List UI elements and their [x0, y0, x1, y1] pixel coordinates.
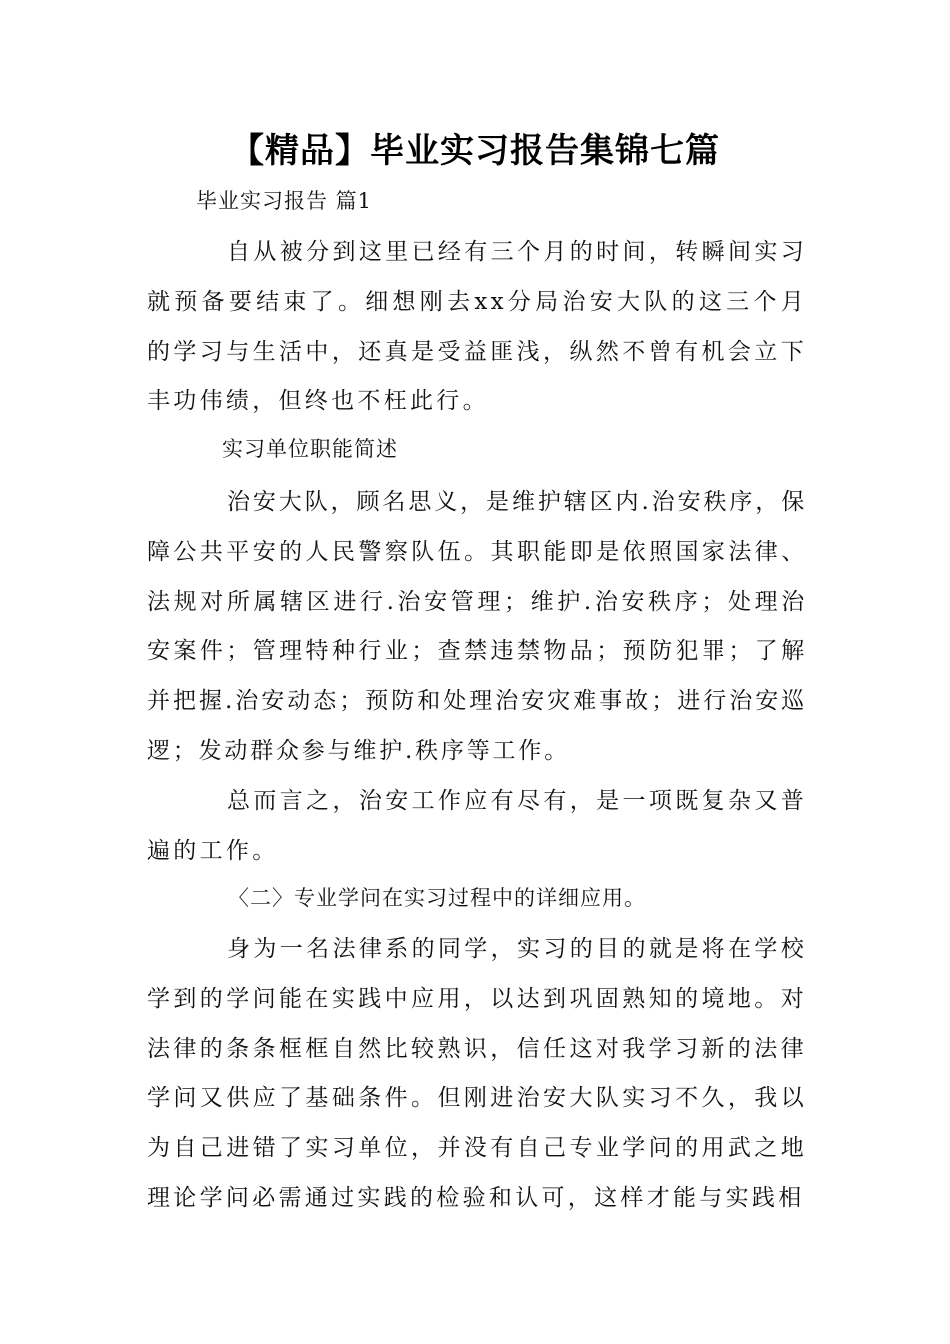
document-title: 【精品】毕业实习报告集锦七篇	[230, 131, 720, 171]
paragraph-4: 身为一名法律系的同学，实习的目的就是将在学校学到的学问能在实践中应用，以达到巩固熟知的境地。对法律的条条框框自然比较熟识，信任这对我学习新的法律学问又供应了基础条件。但刚进治安大队实习不久，我以为自己进错了实习单位，并没有自己专业学问的用武之地理论学问必需通过实践的检验和认可，这样才能与实践相	[147, 936, 807, 1211]
subheading-professional-knowledge: 〈二〉专业学问在实习过程中的详细应用。	[228, 886, 646, 910]
paragraph-2: 治安大队，顾名思义，是维护辖区内.治安秩序，保障公共平安的人民警察队伍。其职能即是依照国家法律、法规对所属辖区进行.治安管理；维护.治安秩序；处理治安案件；管理特种行业；查禁违禁物品；预防犯罪；了解并把握.治安动态；预防和处理治安灾难事故；进行治安巡逻；发动群众参与维护.秩序等工作。	[147, 489, 807, 764]
paragraph-3: 总而言之，治安工作应有尽有，是一项既复杂又普遍的工作。	[147, 788, 807, 864]
subheading-job-functions: 实习单位职能简述	[222, 437, 398, 461]
paragraph-1: 自从被分到这里已经有三个月的时间，转瞬间实习就预备要结束了。细想刚去xx分局治安大队的这三个月的学习与生活中，还真是受益匪浅，纵然不曾有机会立下丰功伟绩，但终也不枉此行。	[147, 239, 807, 415]
section-heading: 毕业实习报告 篇1	[196, 189, 373, 213]
